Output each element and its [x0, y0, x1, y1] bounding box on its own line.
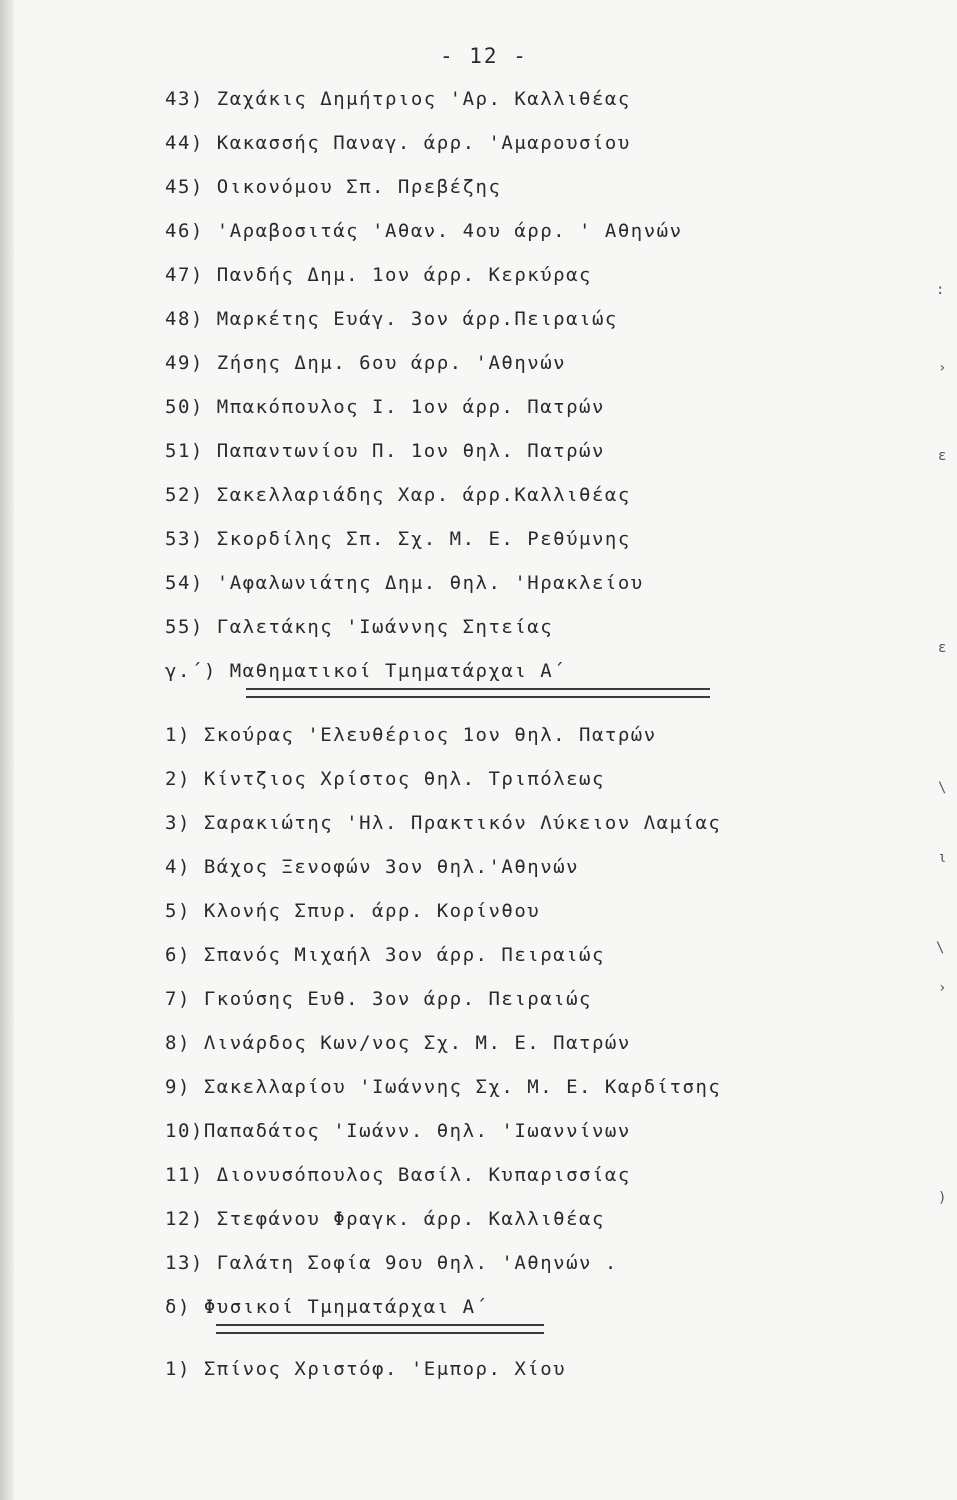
list-item: 51) Παπαντωνίου Π. 1ον θηλ. Πατρών: [165, 440, 605, 462]
margin-mark: \: [936, 940, 945, 956]
list-item: 1) Σπίνος Χριστόφ. 'Εμπορ. Χίου: [165, 1358, 567, 1380]
list-item: 49) Ζήσης Δημ. 6ου άρρ. 'Αθηνών: [165, 352, 567, 374]
list-item: 53) Σκορδίλης Σπ. Σχ. Μ. Ε. Ρεθύμνης: [165, 528, 631, 550]
list-item: 54) 'Αφαλωνιάτης Δημ. θηλ. 'Ηρακλείου: [165, 572, 644, 594]
list-item: 7) Γκούσης Ευθ. 3ον άρρ. Πειραιώς: [165, 988, 592, 1010]
margin-mark: \: [938, 780, 947, 796]
margin-mark: ): [938, 1190, 947, 1206]
list-item: 46) 'Αραβοσιτάς 'Αθαν. 4ου άρρ. ' Αθηνών: [165, 220, 683, 242]
scan-edge-shadow: [0, 0, 14, 1500]
margin-mark: ɛ: [938, 448, 947, 464]
list-item: 1) Σκούρας 'Ελευθέριος 1ον θηλ. Πατρών: [165, 724, 657, 746]
double-rule-physics: [216, 1324, 544, 1334]
list-item: 47) Πανδής Δημ. 1ον άρρ. Κερκύρας: [165, 264, 592, 286]
list-item: 2) Κίντζιος Χρίστος θηλ. Τριπόλεως: [165, 768, 605, 790]
section-heading-mathematics: γ.΄) Μαθηματικοί Τμηματάρχαι Α΄: [165, 660, 567, 682]
margin-mark: ι: [938, 850, 947, 866]
list-item: 52) Σακελλαριάδης Χαρ. άρρ.Καλλιθέας: [165, 484, 631, 506]
margin-mark: ›: [938, 360, 947, 376]
list-item: 45) Οικονόμου Σπ. Πρεβέζης: [165, 176, 502, 198]
list-item: 5) Κλονής Σπυρ. άρρ. Κορίνθου: [165, 900, 541, 922]
list-item: 44) Κακασσής Παναγ. άρρ. 'Αμαρουσίου: [165, 132, 631, 154]
list-item: 10)Παπαδάτος 'Ιωάνν. θηλ. 'Ιωαννίνων: [165, 1120, 631, 1142]
page-number: - 12 -: [440, 44, 528, 68]
margin-mark: ɛ: [938, 640, 947, 656]
list-item: 50) Μπακόπουλος Ι. 1ον άρρ. Πατρών: [165, 396, 605, 418]
margin-mark: ›: [938, 980, 947, 996]
double-rule-mathematics: [246, 688, 710, 698]
list-item: 12) Στεφάνου Φραγκ. άρρ. Καλλιθέας: [165, 1208, 605, 1230]
list-item: 43) Ζαχάκις Δημήτριος 'Αρ. Καλλιθέας: [165, 88, 631, 110]
margin-mark: :: [936, 282, 945, 298]
list-item: 48) Μαρκέτης Ευάγ. 3ον άρρ.Πειραιώς: [165, 308, 618, 330]
list-item: 11) Διονυσόπουλος Βασίλ. Κυπαρισσίας: [165, 1164, 631, 1186]
section-heading-physics: δ) Φυσικοί Τμηματάρχαι Α΄: [165, 1296, 489, 1318]
list-item: 13) Γαλάτη Σοφία 9ου θηλ. 'Αθηνών .: [165, 1252, 618, 1274]
list-item: 4) Βάχος Ξενοφών 3ον θηλ.'Αθηνών: [165, 856, 580, 878]
list-item: 8) Λινάρδος Κων/νος Σχ. Μ. Ε. Πατρών: [165, 1032, 631, 1054]
list-item: 6) Σπανός Μιχαήλ 3ον άρρ. Πειραιώς: [165, 944, 605, 966]
list-item: 9) Σακελλαρίου 'Ιωάννης Σχ. Μ. Ε. Καρδίτσης: [165, 1076, 722, 1098]
list-item: 3) Σαρακιώτης 'Ηλ. Πρακτικόν Λύκειον Λαμίας: [165, 812, 722, 834]
list-item: 55) Γαλετάκης 'Ιωάννης Σητείας: [165, 616, 554, 638]
